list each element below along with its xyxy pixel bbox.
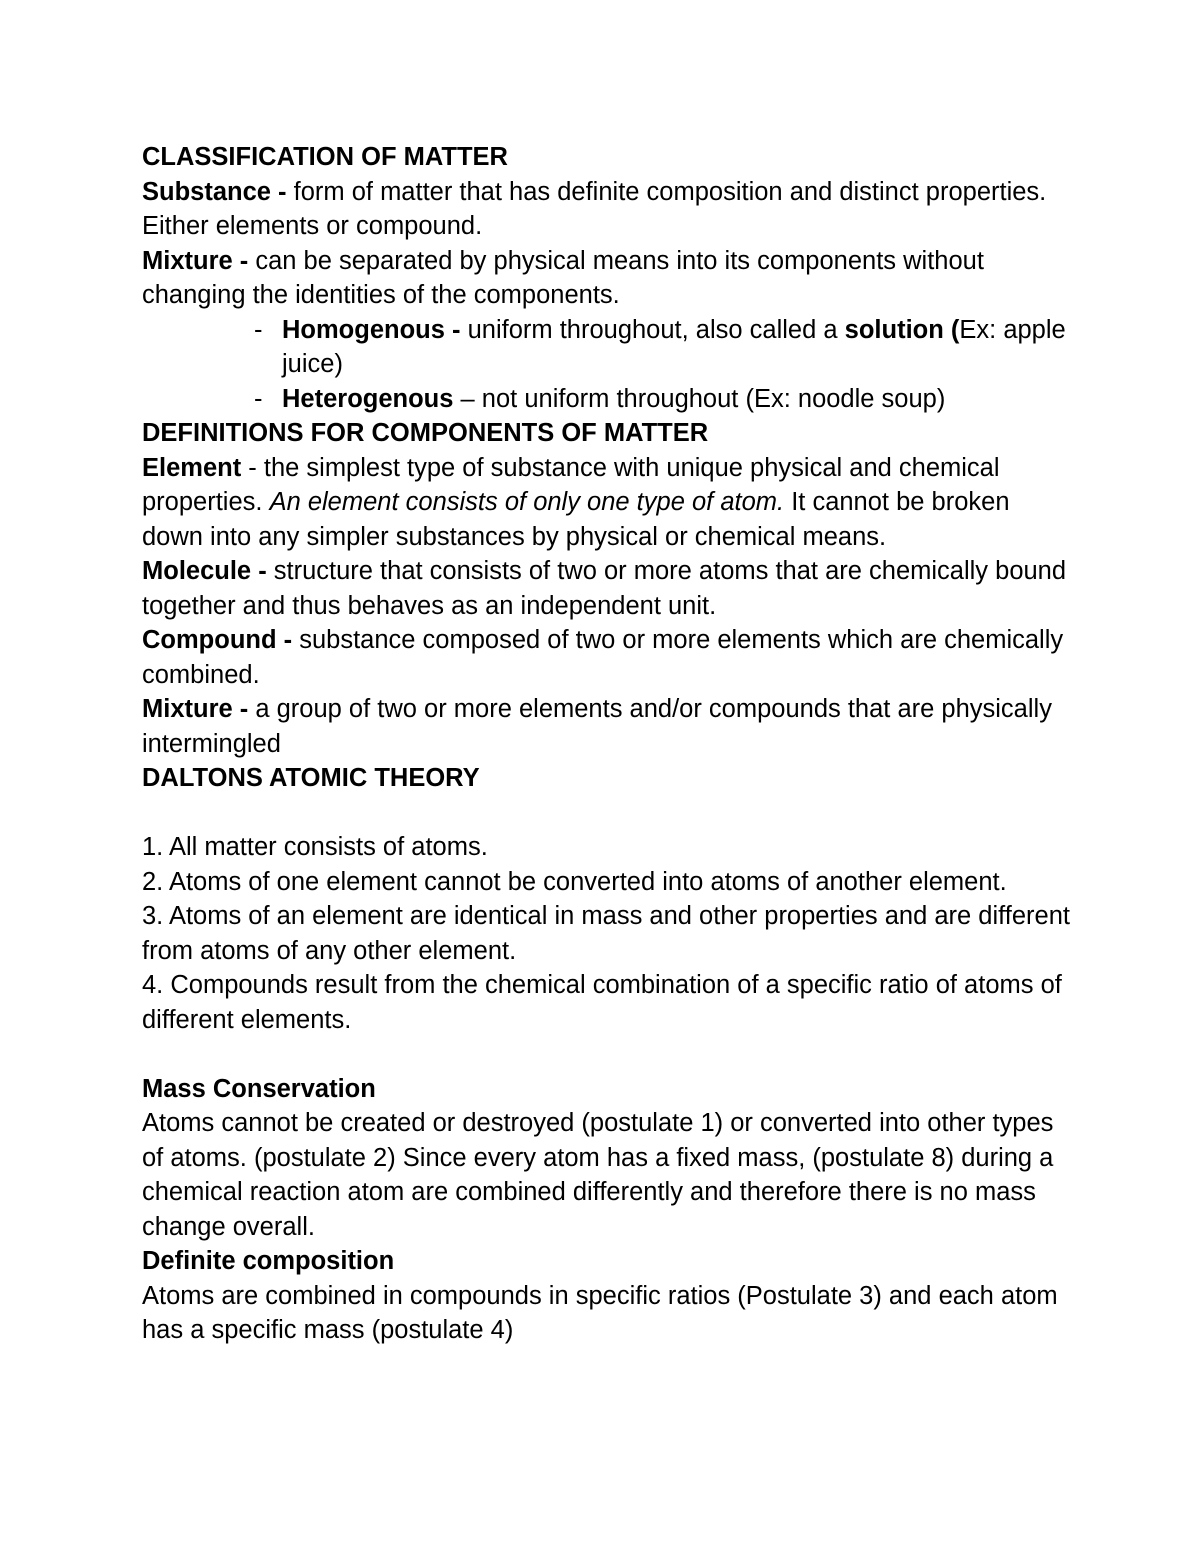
list-item-homogenous [142, 313, 1072, 382]
compound-text: substance composed of two or more elements which are chemically combined. [142, 626, 1064, 689]
mixture-types-list [142, 313, 1072, 417]
definite-composition-heading: Definite composition [142, 1247, 395, 1275]
spacer [142, 796, 1072, 831]
mixture-definition [142, 244, 1072, 313]
definitions-heading: DEFINITIONS FOR COMPONENTS OF MATTER [142, 419, 709, 447]
postulate-2: 2. Atoms of one element cannot be converted into atoms of another element. [142, 867, 1007, 896]
mixture-term: Mixture - [142, 246, 249, 275]
element-text-a: - the simplest type of substance with unique physical and chemical properties. [142, 453, 1000, 516]
postulate-4: 4. Compounds result from the chemical combination of a specific ratio of atoms of different elements. [142, 971, 1062, 1034]
document-page [142, 140, 1072, 1348]
spacer [142, 1037, 1072, 1072]
homogenous-text-b: Ex: apple juice) [282, 315, 1066, 378]
mixture-text: can be separated by physical means into its components without changing the identities of the components. [142, 246, 984, 309]
heterogenous-text: – not uniform throughout (Ex: noodle soup) [453, 384, 946, 413]
element-text-b: It cannot be broken down into any simpler substances by physical or chemical means. [142, 488, 1010, 551]
solution-term: solution ( [844, 315, 960, 344]
list-item-heterogenous [142, 382, 1072, 417]
compound-definition [142, 623, 1072, 692]
bullet-dash: - [254, 315, 263, 344]
definite-composition-text: Atoms are combined in compounds in specific ratios (Postulate 3) and each atom has a specific mass (postulate 4) [142, 1281, 1058, 1344]
molecule-term: Molecule - [142, 557, 267, 585]
mass-conservation-text: Atoms cannot be created or destroyed (postulate 1) or converted into other types of atoms. (postulate 2) Since every atom has a fixed mass, (postulate 8) during a chemical reaction atom are combined differently and therefore there is no mass change overall. [142, 1109, 1054, 1241]
molecule-text: structure that consists of two or more atoms that are chemically bound together and thus behaves as an independent unit. [142, 557, 1067, 620]
homogenous-term: Homogenous - [282, 315, 461, 344]
bullet-dash: - [254, 384, 263, 413]
mixture-term-2: Mixture - [142, 695, 249, 723]
dalton-heading: DALTONS ATOMIC THEORY [142, 764, 480, 792]
mixture-definition-2 [142, 692, 1072, 761]
postulate-1: 1. All matter consists of atoms. [142, 833, 488, 861]
element-italic: An element consists of only one type of atom. [269, 488, 785, 516]
substance-text: form of matter that has definite composition and distinct properties. Either elements or compound. [142, 177, 1047, 240]
classification-heading: CLASSIFICATION OF MATTER [142, 143, 508, 171]
element-definition [142, 451, 1072, 555]
compound-term: Compound - [142, 626, 293, 654]
substance-term: Substance - [142, 177, 287, 206]
mixture-text-2: a group of two or more elements and/or compounds that are physically intermingled [142, 695, 1052, 758]
mass-conservation-heading: Mass Conservation [142, 1074, 376, 1103]
postulate-3: 3. Atoms of an element are identical in mass and other properties and are different from atoms of any other element. [142, 902, 1070, 965]
homogenous-text-a: uniform throughout, also called a [460, 315, 845, 344]
molecule-definition [142, 554, 1072, 623]
heterogenous-term: Heterogenous [282, 384, 454, 413]
element-term: Element [142, 453, 242, 482]
substance-definition [142, 175, 1072, 244]
